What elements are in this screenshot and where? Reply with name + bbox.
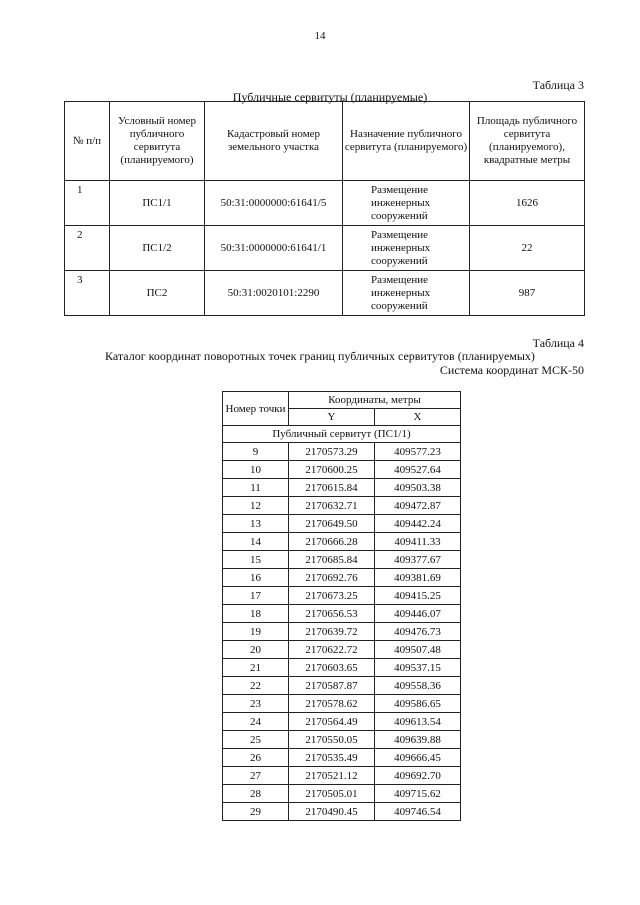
cell-x: 409381.69 xyxy=(375,569,461,587)
cell-purpose: Размещение инженерных сооружений xyxy=(343,181,470,226)
header-point-number: Номер точки xyxy=(223,392,289,426)
cell-x: 409411.33 xyxy=(375,533,461,551)
cell-point-number: 21 xyxy=(223,659,289,677)
cell-code: ПС1/2 xyxy=(110,226,205,271)
cell-num: 1 xyxy=(65,181,110,226)
cell-point-number: 10 xyxy=(223,461,289,479)
cell-x: 409527.64 xyxy=(375,461,461,479)
table4-header-row xyxy=(223,392,461,409)
coordinate-system: Система координат МСК-50 xyxy=(439,363,584,377)
cell-point-number: 23 xyxy=(223,695,289,713)
table-row xyxy=(223,767,461,785)
header-num: № п/п xyxy=(65,102,110,181)
cell-point-number: 15 xyxy=(223,551,289,569)
table-row xyxy=(223,515,461,533)
cell-point-number: 11 xyxy=(223,479,289,497)
cell-point-number: 20 xyxy=(223,641,289,659)
cell-point-number: 13 xyxy=(223,515,289,533)
table-row xyxy=(223,605,461,623)
cell-y: 2170692.76 xyxy=(289,569,375,587)
cell-x: 409476.73 xyxy=(375,623,461,641)
table-row xyxy=(223,641,461,659)
cell-y: 2170490.45 xyxy=(289,803,375,821)
cell-point-number: 28 xyxy=(223,785,289,803)
cell-y: 2170600.25 xyxy=(289,461,375,479)
table-row xyxy=(223,803,461,821)
table-row xyxy=(223,587,461,605)
cell-cadastral: 50:31:0020101:2290 xyxy=(205,271,343,316)
table3-title: Публичные сервитуты (планируемые) xyxy=(232,90,428,104)
table3-body xyxy=(65,181,585,316)
cell-point-number: 14 xyxy=(223,533,289,551)
cell-x: 409586.65 xyxy=(375,695,461,713)
table-row xyxy=(223,731,461,749)
cell-x: 409507.48 xyxy=(375,641,461,659)
cell-point-number: 17 xyxy=(223,587,289,605)
cell-cadastral: 50:31:0000000:61641/5 xyxy=(205,181,343,226)
cell-purpose: Размещение инженерных сооружений xyxy=(343,271,470,316)
table-row xyxy=(223,569,461,587)
cell-x: 409666.45 xyxy=(375,749,461,767)
cell-x: 409692.70 xyxy=(375,767,461,785)
cell-num: 3 xyxy=(65,271,110,316)
table4-title: Каталог координат поворотных точек границ публичных сервитутов (планируемых) xyxy=(105,349,535,363)
cell-y: 2170578.62 xyxy=(289,695,375,713)
cell-point-number: 16 xyxy=(223,569,289,587)
table-row xyxy=(223,677,461,695)
cell-purpose: Размещение инженерных сооружений xyxy=(343,226,470,271)
cell-x: 409503.38 xyxy=(375,479,461,497)
cell-point-number: 18 xyxy=(223,605,289,623)
table-row xyxy=(223,749,461,767)
cell-point-number: 24 xyxy=(223,713,289,731)
cell-y: 2170521.12 xyxy=(289,767,375,785)
cell-point-number: 9 xyxy=(223,443,289,461)
cell-x: 409446.07 xyxy=(375,605,461,623)
cell-x: 409472.87 xyxy=(375,497,461,515)
cell-x: 409442.24 xyxy=(375,515,461,533)
table-row xyxy=(223,713,461,731)
table-row xyxy=(223,623,461,641)
cell-point-number: 12 xyxy=(223,497,289,515)
cell-y: 2170573.29 xyxy=(289,443,375,461)
cell-point-number: 19 xyxy=(223,623,289,641)
cell-y: 2170587.87 xyxy=(289,677,375,695)
section-row xyxy=(223,426,461,443)
header-purpose: Назначение публичного сервитута (планируемого) xyxy=(343,102,470,181)
table-row xyxy=(223,533,461,551)
table-row xyxy=(223,479,461,497)
cell-y: 2170505.01 xyxy=(289,785,375,803)
cell-area: 987 xyxy=(470,271,585,316)
cell-x: 409639.88 xyxy=(375,731,461,749)
cell-code: ПС1/1 xyxy=(110,181,205,226)
table-row xyxy=(223,551,461,569)
cell-y: 2170632.71 xyxy=(289,497,375,515)
table-row xyxy=(65,271,585,316)
cell-x: 409746.54 xyxy=(375,803,461,821)
cell-x: 409537.15 xyxy=(375,659,461,677)
cell-area: 1626 xyxy=(470,181,585,226)
cell-y: 2170685.84 xyxy=(289,551,375,569)
cell-y: 2170535.49 xyxy=(289,749,375,767)
header-area: Площадь публичного сервитута (планируемого), квадратные метры xyxy=(470,102,585,181)
cell-y: 2170649.50 xyxy=(289,515,375,533)
cell-x: 409715.62 xyxy=(375,785,461,803)
cell-y: 2170603.65 xyxy=(289,659,375,677)
cell-code: ПС2 xyxy=(110,271,205,316)
cell-cadastral: 50:31:0000000:61641/1 xyxy=(205,226,343,271)
cell-y: 2170550.05 xyxy=(289,731,375,749)
header-cadastral: Кадастровый номер земельного участка xyxy=(205,102,343,181)
table3-label: Таблица 3 xyxy=(532,78,584,92)
table4-body xyxy=(223,426,461,821)
cell-x: 409415.25 xyxy=(375,587,461,605)
table3-header-row xyxy=(65,102,585,181)
table-row xyxy=(223,659,461,677)
cell-y: 2170622.72 xyxy=(289,641,375,659)
cell-y: 2170666.28 xyxy=(289,533,375,551)
cell-x: 409577.23 xyxy=(375,443,461,461)
cell-x: 409558.36 xyxy=(375,677,461,695)
table-row xyxy=(223,497,461,515)
cell-y: 2170564.49 xyxy=(289,713,375,731)
cell-y: 2170673.25 xyxy=(289,587,375,605)
table-row xyxy=(223,461,461,479)
header-y: Y xyxy=(289,409,375,426)
section-title: Публичный сервитут (ПС1/1) xyxy=(223,426,461,443)
cell-point-number: 27 xyxy=(223,767,289,785)
table-row xyxy=(65,181,585,226)
cell-y: 2170656.53 xyxy=(289,605,375,623)
header-x: X xyxy=(375,409,461,426)
cell-num: 2 xyxy=(65,226,110,271)
cell-area: 22 xyxy=(470,226,585,271)
header-coordinates: Координаты, метры xyxy=(289,392,461,409)
header-code: Условный номер публичного сервитута (планируемого) xyxy=(110,102,205,181)
table-row xyxy=(65,226,585,271)
cell-x: 409613.54 xyxy=(375,713,461,731)
table4-label: Таблица 4 xyxy=(532,336,584,350)
cell-point-number: 26 xyxy=(223,749,289,767)
page-number: 14 xyxy=(314,30,326,42)
table-row xyxy=(223,443,461,461)
cell-point-number: 29 xyxy=(223,803,289,821)
cell-point-number: 25 xyxy=(223,731,289,749)
cell-point-number: 22 xyxy=(223,677,289,695)
table-row xyxy=(223,785,461,803)
coordinates-table xyxy=(222,391,461,821)
cell-y: 2170615.84 xyxy=(289,479,375,497)
cell-y: 2170639.72 xyxy=(289,623,375,641)
servitudes-table xyxy=(64,101,585,316)
table-row xyxy=(223,695,461,713)
cell-x: 409377.67 xyxy=(375,551,461,569)
